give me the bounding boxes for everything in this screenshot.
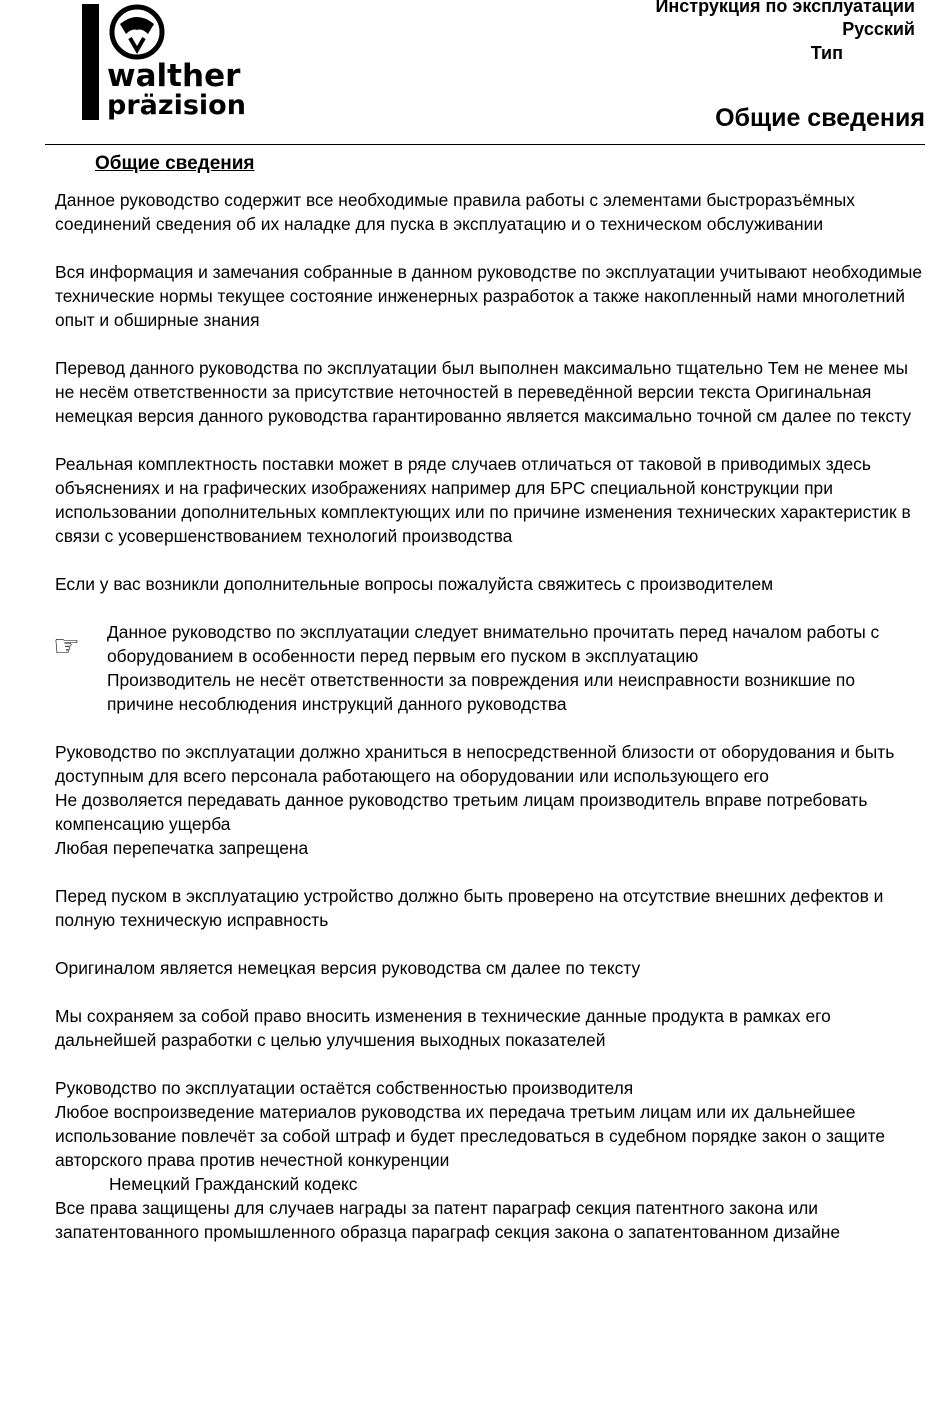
paragraph-patent-rights: Все права защищены для случаев награды за патент параграф секция патентного закона или запатентованного промышленного образца параграф секция закона о запатентованном дизайне [55,1198,841,1242]
logo-emblem-icon [112,7,162,57]
header-divider [45,144,925,145]
paragraph-storage: Руководство по эксплуатации должно храниться в непосредственной близости от оборудования и быть доступным для всего персонала работающего на оборудовании или использующего его [55,742,895,786]
paragraph-original-version: Оригиналом является немецкая версия руководства см далее по тексту [55,958,641,978]
paragraph-change-rights: Мы сохраняем за собой право вносить изменения в технические данные продукта в рамках его дальнейшей разработки с целью улучшения выходных показателей [55,1006,831,1050]
note-read-manual: Данное руководство по эксплуатации следует внимательно прочитать перед началом работы с оборудованием в особенности перед первым его пуском в эксплуатацию [107,622,880,666]
note-block [55,620,925,716]
note-liability: Производитель не несёт ответственности за повреждения или неисправности возникшие по причине несоблюдения инструкций данного руководства [107,670,856,714]
walther-logo [80,2,290,127]
document-body [55,188,925,1244]
paragraph-third-parties: Не дозволяется передавать данное руководство третьим лицам производитель вправе потребовать компенсацию ущерба [55,790,868,834]
logo-bar [82,4,99,120]
logo-word-prazision: präzision [107,90,246,121]
paragraph-contact: Если у вас возникли дополнительные вопросы пожалуйста свяжитесь с производителем [55,574,774,594]
pointing-hand-icon: ☞ [53,629,80,664]
paragraph-standards: Вся информация и замечания собранные в данном руководстве по эксплуатации учитывают необходимые технические нормы текущее состояние инженерных разработок а также накопленный нами многолетний опыт и обширные знания [55,262,923,330]
paragraph-scope: Данное руководство содержит все необходимые правила работы с элементами быстроразъёмных соединений сведения об их наладке для пуска в эксплуатацию и о техническом обслуживании [55,190,855,234]
paragraph-reprint: Любая перепечатка запрещена [55,838,309,858]
paragraph-reproduction: Любое воспроизведение материалов руководства их передача третьим лицам или их дальнейшее использование повлечёт за собой штраф и будет преследоваться в судебном порядке закон о защите авторского права против нечестной конкуренции [55,1102,886,1170]
paragraph-inspection: Перед пуском в эксплуатацию устройство должно быть проверено на отсутствие внешних дефектов и полную техническую исправность [55,886,884,930]
header-type-label: Тип [810,43,843,63]
paragraph-delivery-scope: Реальная комплектность поставки может в ряде случаев отличаться от таковой в приводимых здесь объяснениях и на графических изображениях например для БРС специальной конструкции при использовании дополнительных комплектующих или по причине изменения технических характеристик в связи с усовершенствованием технологий производства [55,454,911,546]
paragraph-translation: Перевод данного руководства по эксплуатации был выполнен максимально тщательно Тем не менее мы не несём ответственности за присутствие неточностей в переведённой версии текста Оригинальная немецкая версия данного руководства гарантированно является максимально точной см далее по тексту [55,358,912,426]
header-doc-type: Инструкция по эксплуатации [655,0,915,16]
header-title: Общие сведения [715,104,925,132]
logo-graphic [80,2,290,122]
paragraph-civil-code: Немецкий Гражданский кодекс [109,1174,358,1194]
header-language: Русский [842,19,915,39]
paragraph-property: Руководство по эксплуатации остаётся собственностью производителя [55,1078,634,1098]
section-heading: Общие сведения [95,153,255,174]
logo-word-walther: walther [107,58,241,94]
